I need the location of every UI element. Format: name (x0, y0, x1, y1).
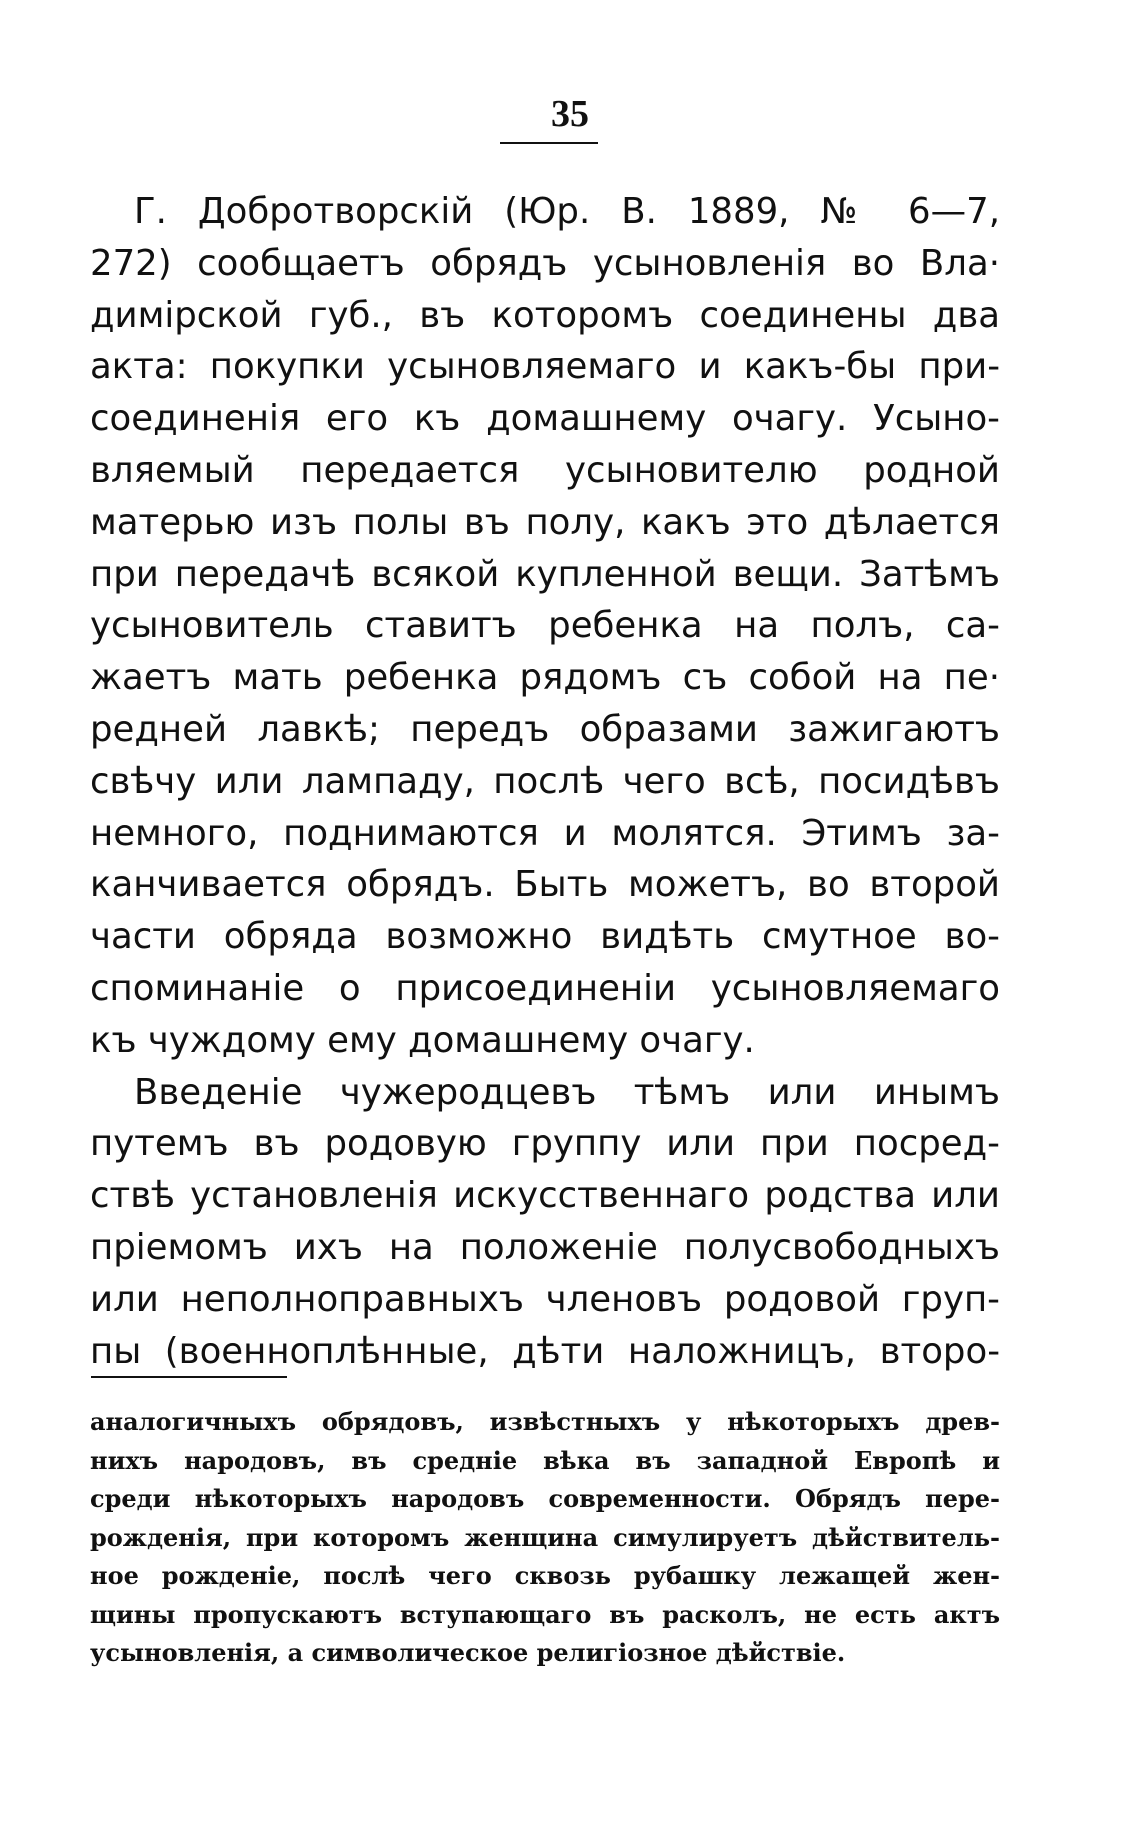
footnote-line: ное рожденіе, послѣ чего сквозь рубашку лежащей жен- (90, 1561, 1000, 1590)
text-line: канчивается обрядъ. Быть можетъ, во второй (90, 864, 1000, 906)
text-line: акта: покупки усыновляемаго и какъ-бы при- (90, 346, 1000, 388)
text-line: пы (военноплѣнные, дѣти наложницъ, второ- (90, 1330, 1000, 1372)
text-line: вляемый передается усыновителю родной (90, 449, 1000, 491)
text-line: соединенія его къ домашнему очагу. Усыно- (90, 398, 1000, 440)
footnote-rule (91, 1376, 287, 1378)
text-line: ствѣ установленія искусственнаго родства или (90, 1175, 1000, 1217)
footnote-line: щины пропускаютъ вступающаго въ расколъ, не есть актъ (90, 1599, 1000, 1629)
main-text (90, 186, 1000, 1377)
footnote-line: нихъ народовъ, въ средніе вѣка въ западной Европѣ и (90, 1445, 1000, 1475)
text-line: Г. Добротворскій (Юр. В. 1889, № 6—7, (134, 191, 1000, 232)
text-line: 272) сообщаетъ обрядъ усыновленія во Вла· (90, 242, 1000, 284)
text-line: Введеніе чужеродцевъ тѣмъ или инымъ (134, 1071, 1000, 1113)
paragraph-2 (90, 1067, 1000, 1378)
text-line: усыновитель ставитъ ребенка на полъ, са- (90, 605, 1000, 647)
text-line: части обряда возможно видѣть смутное во- (90, 916, 1000, 958)
footnote-line: аналогичныхъ обрядовъ, извѣстныхъ у нѣкоторыхъ древ- (90, 1407, 1000, 1436)
text-line: пріемомъ ихъ на положеніе полусвободныхъ (90, 1226, 1000, 1268)
page-number-rule (500, 142, 598, 144)
text-line: споминаніе о присоединеніи усыновляемаго (90, 967, 1000, 1009)
footnote-line: среди нѣкоторыхъ народовъ современности. Обрядъ пере- (90, 1484, 1000, 1513)
footnote-line: рожденія, при которомъ женщина симулируетъ дѣйствитель- (90, 1522, 1000, 1552)
text-line: немного, поднимаются и молятся. Этимъ за- (90, 812, 1000, 854)
text-line: или неполноправныхъ членовъ родовой груп- (90, 1278, 1000, 1320)
text-line: редней лавкѣ; передъ образами зажигаютъ (90, 708, 1000, 750)
page-number: 35 (551, 93, 589, 135)
text-line: димірской губ., въ которомъ соединены два (90, 294, 1000, 336)
footnote (90, 1403, 1000, 1673)
text-line: при передачѣ всякой купленной вещи. Затѣмъ (90, 553, 1000, 595)
footnote-line: усыновленія, а символическое религіозное дѣйствіе. (90, 1638, 846, 1667)
text-line: свѣчу или лампаду, послѣ чего всѣ, посидѣвъ (90, 760, 1000, 802)
text-line: путемъ въ родовую группу или при посред- (90, 1123, 1000, 1165)
paragraph-1 (90, 186, 1000, 1067)
text-line: жаетъ мать ребенка рядомъ съ собой на пе· (90, 657, 1000, 699)
text-line: матерью изъ полы въ полу, какъ это дѣлается (90, 501, 1000, 543)
text-line: къ чуждому ему домашнему очагу. (90, 1019, 755, 1061)
